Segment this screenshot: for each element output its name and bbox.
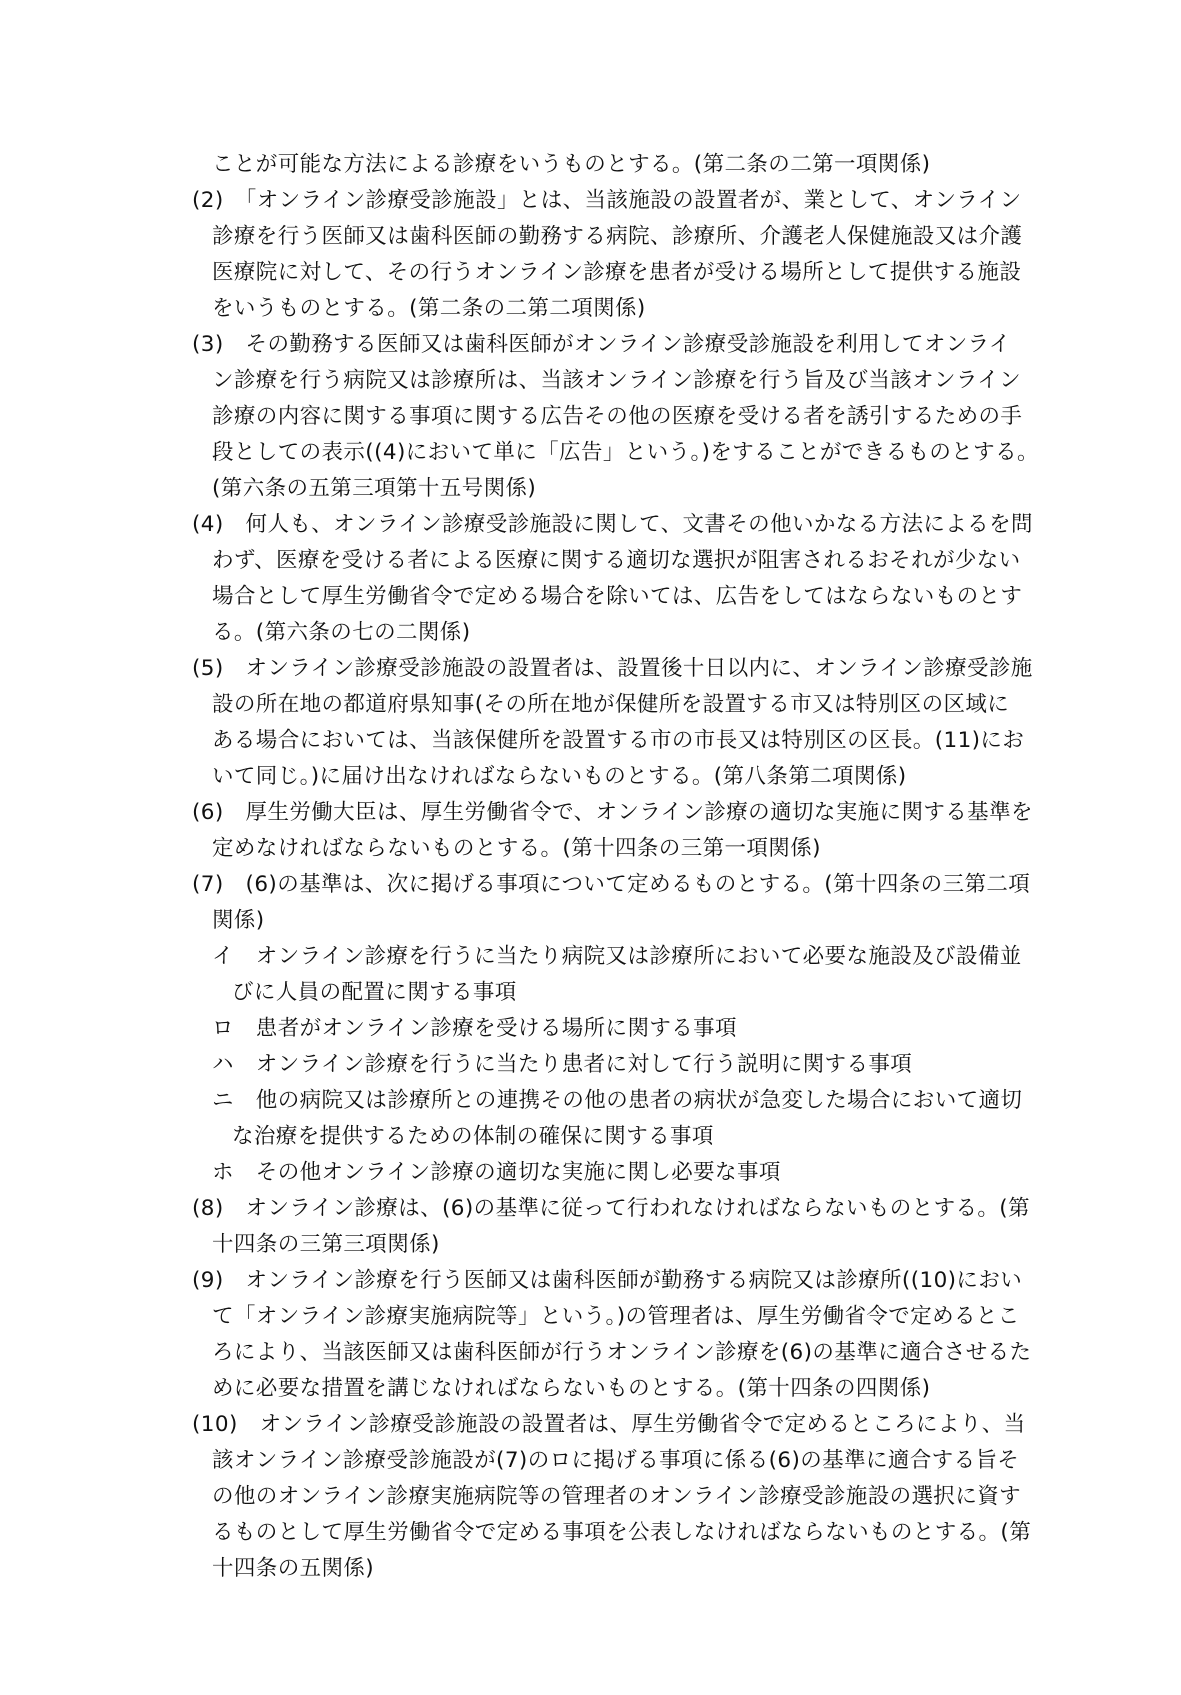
text-line: 診療を行う医師又は歯科医師の勤務する病院、診療所、介護老人保健施設又は介護 (212, 224, 1023, 249)
text-line: めに必要な措置を講じなければならないものとする。(第十四条の四関係) (212, 1376, 931, 1401)
text-line: (5) オンライン診療受診施設の設置者は、設置後十日以内に、オンライン診療受診施 (192, 656, 1033, 681)
text-line: るものとして厚生労働省令で定める事項を公表しなければならないものとする。(第 (212, 1520, 1032, 1545)
text-line: をいうものとする。(第二条の二第二項関係) (212, 296, 646, 321)
text-line: 関係) (212, 908, 265, 933)
text-line: る。(第六条の七の二関係) (212, 620, 471, 645)
text-line: ニ 他の病院又は診療所との連携その他の患者の病状が急変した場合において適切 (212, 1088, 1023, 1113)
text-line: (6) 厚生労働大臣は、厚生労働省令で、オンライン診療の適切な実施に関する基準を (192, 800, 1033, 825)
text-line: て「オンライン診療実施病院等」という。)の管理者は、厚生労働省令で定めるとこ (212, 1304, 1020, 1329)
text-line: わず、医療を受ける者による医療に関する適切な選択が阻害されるおそれが少ない (212, 548, 1021, 573)
text-line: ある場合においては、当該保健所を設置する市の市長又は特別区の区長。(11)にお (212, 728, 1025, 753)
text-line: 十四条の五関係) (212, 1556, 375, 1581)
text-line: 定めなければならないものとする。(第十四条の三第一項関係) (212, 836, 821, 861)
text-line: ことが可能な方法による診療をいうものとする。(第二条の二第一項関係) (212, 152, 931, 177)
text-line: ン診療を行う病院又は診療所は、当該オンライン診療を行う旨及び当該オンライン (212, 368, 1022, 393)
text-line: (4) 何人も、オンライン診療受診施設に関して、文書その他いかなる方法によるを問 (192, 512, 1033, 537)
text-line: 場合として厚生労働省令で定める場合を除いては、広告をしてはならないものとす (212, 584, 1023, 609)
text-line: 設の所在地の都道府県知事(その所在地が保健所を設置する市又は特別区の区域に (212, 692, 1010, 717)
text-line: 診療の内容に関する事項に関する広告その他の医療を受ける者を誘引するための手 (212, 404, 1023, 429)
text-line: (10) オンライン診療受診施設の設置者は、厚生労働省令で定めるところにより、当 (192, 1412, 1026, 1437)
text-line: 段としての表示((4)において単に「広告」という。)をすることができるものとする。 (212, 440, 1039, 465)
text-line: 十四条の三第三項関係) (212, 1232, 440, 1257)
text-line: (8) オンライン診療は、(6)の基準に従って行われなければならないものとする。(第 (192, 1196, 1030, 1221)
text-line: 該オンライン診療受診施設が(7)のロに掲げる事項に係る(6)の基準に適合する旨そ (212, 1448, 1020, 1473)
text-line: いて同じ。)に届け出なければならないものとする。(第八条第二項関係) (212, 764, 907, 789)
text-line: ハ オンライン診療を行うに当たり患者に対して行う説明に関する事項 (212, 1052, 913, 1077)
text-line: の他のオンライン診療実施病院等の管理者のオンライン診療受診施設の選択に資す (212, 1484, 1022, 1509)
text-line: (7) (6)の基準は、次に掲げる事項について定めるものとする。(第十四条の三第二項 (192, 872, 1031, 897)
text-line: ロ 患者がオンライン診療を受ける場所に関する事項 (212, 1016, 737, 1041)
text-line: びに人員の配置に関する事項 (232, 980, 517, 1005)
text-line: (3) その勤務する医師又は歯科医師がオンライン診療受診施設を利用してオンライ (192, 332, 1011, 357)
text-line: イ オンライン診療を行うに当たり病院又は診療所において必要な施設及び設備並 (212, 944, 1022, 969)
text-line: ホ その他オンライン診療の適切な実施に関し必要な事項 (212, 1160, 781, 1185)
text-line: な治療を提供するための体制の確保に関する事項 (232, 1124, 714, 1149)
text-line: 医療院に対して、その行うオンライン診療を患者が受ける場所として提供する施設 (212, 260, 1022, 285)
text-line: (第六条の五第三項第十五号関係) (212, 476, 537, 501)
text-line: ろにより、当該医師又は歯科医師が行うオンライン診療を(6)の基準に適合させるた (212, 1340, 1032, 1365)
text-line: (9) オンライン診療を行う医師又は歯科医師が勤務する病院又は診療所((10)におい (192, 1268, 1023, 1293)
text-line: (2) 「オンライン診療受診施設」とは、当該施設の設置者が、業として、オンライン (192, 188, 1022, 213)
